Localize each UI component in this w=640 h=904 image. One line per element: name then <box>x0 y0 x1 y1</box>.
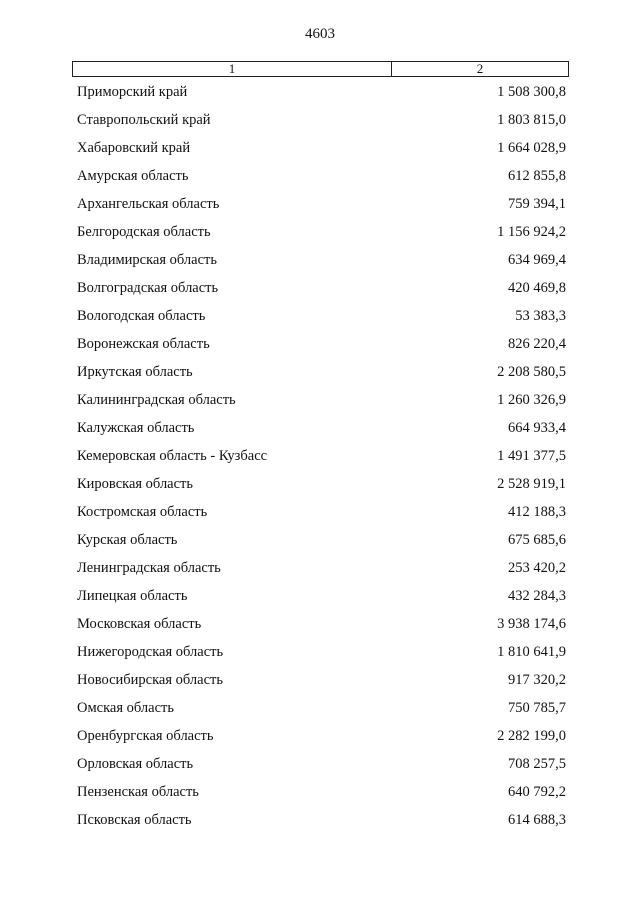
region-value: 1 664 028,9 <box>497 140 566 156</box>
region-name: Ставропольский край <box>77 112 211 128</box>
table-row <box>0 643 640 671</box>
table-row <box>0 195 640 223</box>
region-name: Кемеровская область - Кузбасс <box>77 448 268 464</box>
region-value: 612 855,8 <box>508 168 566 184</box>
region-value: 1 260 326,9 <box>497 392 566 408</box>
region-value: 675 685,6 <box>508 532 566 548</box>
region-name: Пензенская область <box>77 784 199 800</box>
table-row <box>0 727 640 755</box>
region-name: Вологодская область <box>77 308 206 324</box>
region-value: 1 156 924,2 <box>497 224 566 240</box>
table-row <box>0 559 640 587</box>
region-value: 2 528 919,1 <box>497 476 566 492</box>
region-name: Костромская область <box>77 504 208 520</box>
table-row <box>0 531 640 559</box>
table-row <box>0 139 640 167</box>
region-value: 2 282 199,0 <box>497 728 566 744</box>
table-header <box>72 61 569 77</box>
table-row <box>0 251 640 279</box>
region-value: 3 938 174,6 <box>497 616 566 632</box>
region-name: Нижегородская область <box>77 644 224 660</box>
region-value: 420 469,8 <box>508 280 566 296</box>
region-value: 750 785,7 <box>508 700 566 716</box>
region-name: Московская область <box>77 616 202 632</box>
table-row <box>0 783 640 811</box>
region-name: Калужская область <box>77 420 195 436</box>
table-body <box>0 83 640 839</box>
region-value: 2 208 580,5 <box>497 364 566 380</box>
table-row <box>0 615 640 643</box>
region-value: 759 394,1 <box>508 196 566 212</box>
page-number: 4603 <box>305 26 335 42</box>
region-value: 614 688,3 <box>508 812 566 828</box>
table-row <box>0 587 640 615</box>
region-value: 708 257,5 <box>508 756 566 772</box>
region-name: Псковская область <box>77 812 192 828</box>
region-value: 53 383,3 <box>515 308 566 324</box>
region-name: Приморский край <box>77 84 188 100</box>
region-value: 1 491 377,5 <box>497 448 566 464</box>
region-name: Оренбургская область <box>77 728 214 744</box>
region-name: Белгородская область <box>77 224 211 240</box>
region-value: 917 320,2 <box>508 672 566 688</box>
table-row <box>0 279 640 307</box>
column-header-2: 2 <box>476 61 484 76</box>
table-row <box>0 111 640 139</box>
region-value: 412 188,3 <box>508 504 566 520</box>
region-value: 640 792,2 <box>508 784 566 800</box>
table-row <box>0 419 640 447</box>
table-row <box>0 167 640 195</box>
table-row <box>0 671 640 699</box>
region-name: Владимирская область <box>77 252 217 268</box>
region-name: Хабаровский край <box>77 140 191 156</box>
region-name: Архангельская область <box>77 196 220 212</box>
region-name: Амурская область <box>77 168 189 184</box>
region-name: Новосибирская область <box>77 672 223 688</box>
region-name: Воронежская область <box>77 336 210 352</box>
table-row <box>0 223 640 251</box>
table-row <box>0 391 640 419</box>
region-value: 432 284,3 <box>508 588 566 604</box>
table-row <box>0 503 640 531</box>
region-value: 1 810 641,9 <box>497 644 566 660</box>
region-value: 826 220,4 <box>508 336 566 352</box>
table-row <box>0 447 640 475</box>
table-row <box>0 307 640 335</box>
table-row <box>0 83 640 111</box>
region-value: 1 508 300,8 <box>497 84 566 100</box>
region-name: Орловская область <box>77 756 194 772</box>
column-header-1: 1 <box>73 62 392 76</box>
region-value: 634 969,4 <box>508 252 566 268</box>
table-row <box>0 475 640 503</box>
region-name: Иркутская область <box>77 364 193 380</box>
table-row <box>0 335 640 363</box>
region-name: Липецкая область <box>77 588 188 604</box>
region-value: 253 420,2 <box>508 560 566 576</box>
region-name: Ленинградская область <box>77 560 221 576</box>
region-name: Калининградская область <box>77 392 236 408</box>
region-name: Курская область <box>77 532 178 548</box>
table-row <box>0 699 640 727</box>
table-row <box>0 363 640 391</box>
region-name: Омская область <box>77 700 174 716</box>
table-row <box>0 755 640 783</box>
region-value: 664 933,4 <box>508 420 566 436</box>
region-name: Кировская область <box>77 476 194 492</box>
table-row <box>0 811 640 839</box>
region-value: 1 803 815,0 <box>497 112 566 128</box>
region-name: Волгоградская область <box>77 280 219 296</box>
